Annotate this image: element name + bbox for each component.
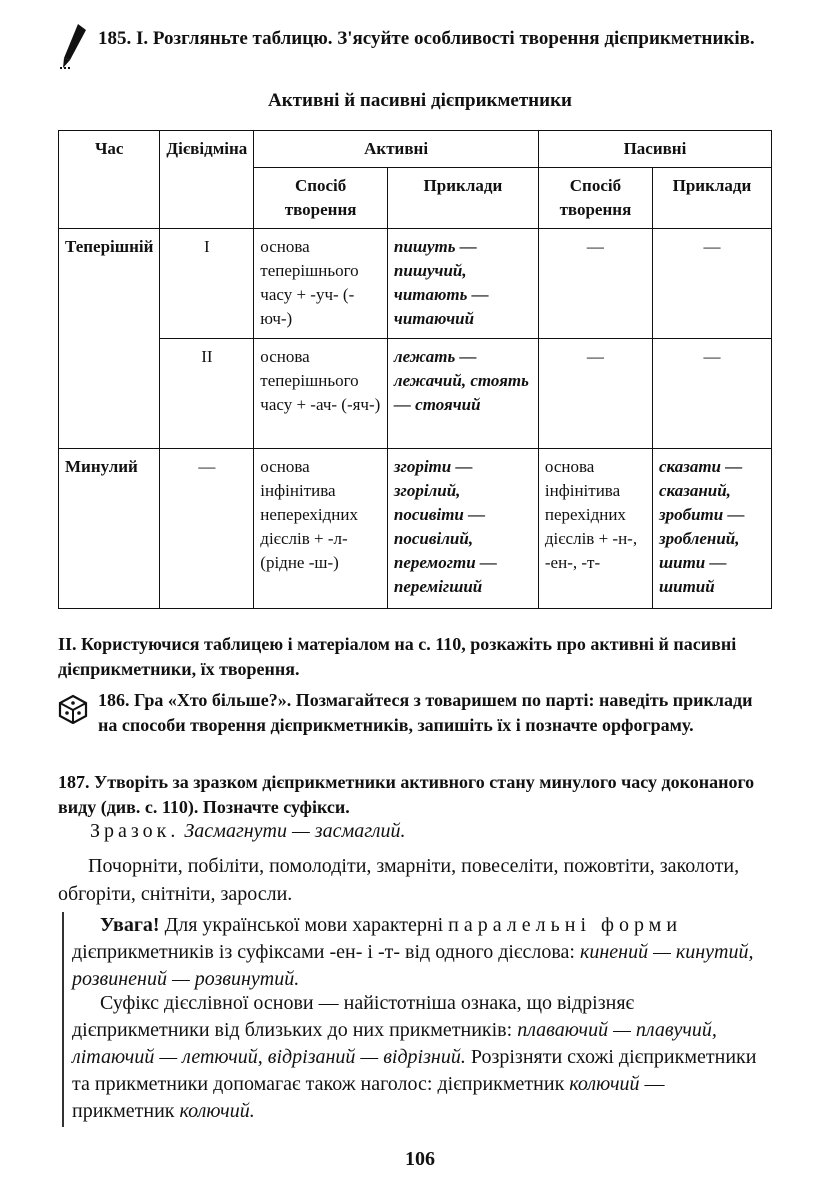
present-examples-1: пишуть — пишучий, читають — читаючий [387, 229, 538, 339]
note-word-1: колючий [569, 1073, 640, 1095]
note-text-2c: — прикметник [72, 1073, 665, 1122]
present-passive-method-2: — [538, 339, 652, 449]
page-number: 106 [405, 1148, 435, 1170]
exercise-185: 185. І. Розгляньте таблицю. З'ясуйте особливості творення дієприкметників. [98, 28, 755, 49]
table-title: Активні й пасивні дієприкметники [268, 90, 572, 111]
exercise-186: 186. Гра «Хто більше?». Позмагайтеся з товаришем по парті: наведіть приклади на способи творення дієприкметників, запишіть їх і позначте орфограму. [98, 690, 753, 735]
header-conjugation: Дієвідміна [160, 131, 254, 229]
header-active: Активні [254, 131, 539, 168]
present-method-2: основа теперішнього часу + -ач- (-яч-) [254, 339, 388, 449]
exercise-185-part-2: ІІ. Користуючися таблицею і матеріалом на с. 110, розкажіть про активні й пасивні дієприкметники, їх творення. [58, 634, 737, 679]
present-method-1: основа теперішнього часу + -уч- (-юч-) [254, 229, 388, 339]
sample-text: Засмагнути — засмаглий. [184, 820, 406, 842]
present-tense-cell: Теперішній [59, 229, 160, 449]
note-examples-2: плаваючий — плавучий, літаючий — летючий, відрізаний — відрізний. [72, 1019, 717, 1068]
present-examples-2: лежать — лежачий, стоять — стоячий [387, 339, 538, 449]
present-passive-examples-2: — [652, 339, 771, 449]
header-active-examples: Приклади [387, 168, 538, 229]
note-text-1a: Для української мови характерні [164, 914, 444, 936]
sample-line [90, 820, 405, 843]
header-tense: Час [59, 131, 160, 229]
pen-icon [58, 22, 90, 70]
note-divider [62, 912, 64, 1127]
exercise-187-words: Почорніти, побіліти, помолодіти, змарніти, повеселіти, пожовтіти, заколоти, обгоріти, снітніти, заросли. [58, 855, 740, 905]
note-spaced: паралельні форми [448, 914, 683, 936]
header-passive: Пасивні [538, 131, 771, 168]
participles-table [58, 130, 772, 609]
header-passive-examples: Приклади [652, 168, 771, 229]
header-passive-method: Спосіб творення [538, 168, 652, 229]
present-passive-examples-1: — [652, 229, 771, 339]
exercise-187: 187. Утворіть за зразком дієприкметники активного стану минулого часу доконаного виду (див. с. 110). Позначте суфікси. [58, 772, 755, 817]
present-conj-1: I [160, 229, 254, 339]
past-active-examples: згоріти — згорілий, посивіти — посивілий, перемогти — перемігший [387, 449, 538, 609]
game-cube-icon [58, 694, 88, 724]
present-conj-2: II [160, 339, 254, 449]
past-tense-cell: Минулий [59, 449, 160, 609]
past-conj: — [160, 449, 254, 609]
note-examples-1: кинений — кинутий, розвинений — розвинутий. [72, 941, 754, 990]
present-passive-method-1: — [538, 229, 652, 339]
note-paragraph-2 [72, 990, 772, 1125]
note-text-2b: Розрізняти схожі дієприкметники та прикметники допомагає також наголос: дієприкметник [72, 1046, 757, 1095]
note-text-2a: Суфікс дієслівної основи — найістотніша ознака, що відрізняє дієприкметники від близьких до них прикметників: [72, 992, 635, 1041]
note-lead: Увага! [100, 914, 160, 936]
past-passive-method: основа інфінітива перехідних дієслів + -н-, -ен-, -т- [538, 449, 652, 609]
sample-label: Зразок. [90, 820, 180, 842]
header-active-method: Спосіб творення [254, 168, 388, 229]
past-passive-examples: сказати — сказаний, зробити — зроблений, шити — шитий [652, 449, 771, 609]
note-text-1b: дієприкметників із суфіксами -ен- і -т- від одного дієслова: [72, 941, 575, 963]
past-active-method: основа інфінітива неперехідних дієслів + -л- (рідне -ш-) [254, 449, 388, 609]
note-paragraph-1 [72, 912, 772, 993]
note-word-2: колючий. [179, 1100, 255, 1122]
